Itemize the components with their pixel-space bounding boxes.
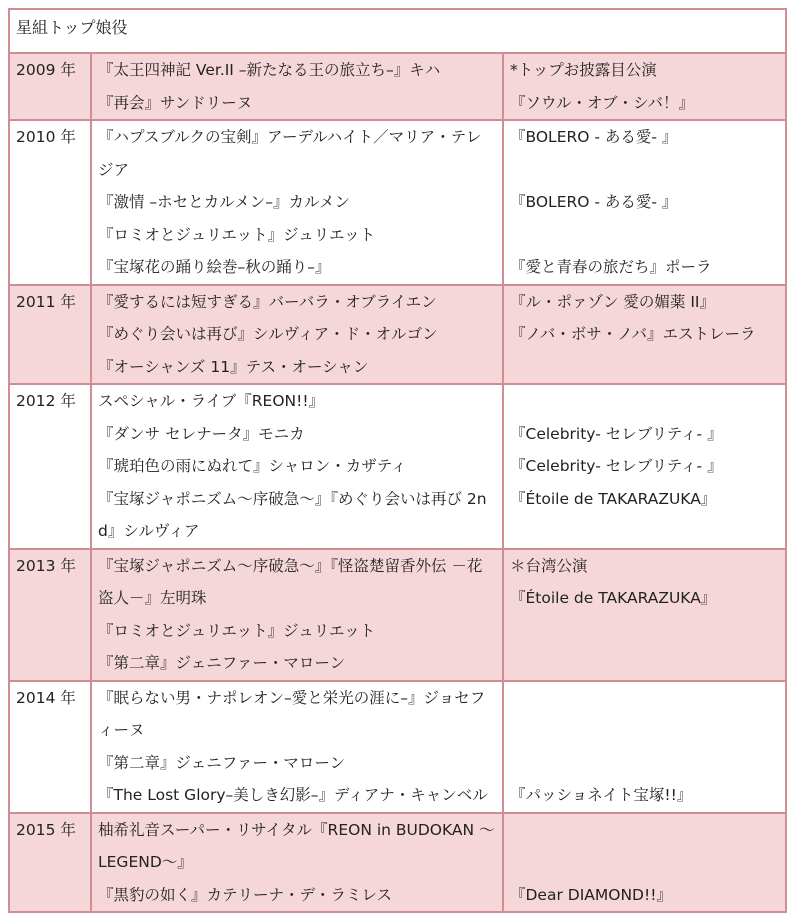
role-entry: 『ダンサ セレナータ』モニカ (98, 424, 305, 443)
note-entry: 『パッショネイト宝塚!!』 (510, 786, 693, 804)
note-entry: 『Dear DIAMOND!!』 (510, 885, 672, 904)
note-entry: ＊台湾公演 (510, 556, 588, 575)
role-entry: 『The Lost Glory–美しき幻影–』ディアナ・キャンベル (98, 786, 488, 804)
role-entry: 『太王四神記 Ver.II –新たなる王の旅立ち–』キハ (98, 61, 441, 79)
year-row (9, 813, 786, 913)
table-title: 星組トップ娘役 (9, 9, 786, 53)
notes-cell (503, 120, 786, 285)
role-entry: 『琥珀色の雨にぬれて』シャロン・カザティ (98, 457, 407, 475)
note-entry (510, 714, 779, 747)
roles-cell (91, 384, 503, 549)
role-entry: スペシャル・ライブ『REON!!』 (98, 392, 325, 410)
roles-cell (91, 120, 503, 285)
note-entry (510, 747, 779, 780)
note-entry: 『Étoile de TAKARAZUKA』 (510, 589, 717, 607)
role-entry: 『ロミオとジュリエット』ジュリエット (98, 621, 376, 640)
year-cell: 2013 年 (9, 549, 91, 681)
year-cell: 2011 年 (9, 285, 91, 385)
notes-cell (503, 813, 786, 913)
role-entry: 『第二章』ジェニファー・マローン (98, 654, 346, 672)
role-entry: 『眠らない男・ナポレオン–愛と栄光の涯に–』ジョセフィーヌ (98, 688, 486, 739)
year-row (9, 384, 786, 549)
role-entry: 『めぐり会いは再び』シルヴィア・ド・オルゴン (98, 325, 438, 343)
note-entry (510, 814, 779, 847)
role-entry: 『第二章』ジェニファー・マローン (98, 753, 346, 772)
notes-cell (503, 53, 786, 120)
year-row (9, 285, 786, 385)
role-entry: 『ロミオとジュリエット』ジュリエット (98, 225, 376, 244)
role-entry: 『ハプスブルクの宝剣』アーデルハイト／マリア・テレジア (98, 128, 482, 179)
note-entry: 『Étoile de TAKARAZUKA』 (510, 489, 717, 508)
role-entry: 『愛するには短すぎる』バーバラ・オブライエン (98, 292, 437, 311)
roles-cell (91, 813, 503, 913)
role-entry: 『宝塚ジャポニズム～序破急～』『怪盗楚留香外伝 －花盗人－』左明珠 (98, 556, 483, 607)
roles-cell (91, 285, 503, 385)
title-row (9, 9, 786, 53)
note-entry: 『愛と青春の旅だち』ポーラ (510, 258, 712, 276)
top-musumeyaku-table (8, 8, 787, 913)
role-entry: 柚希礼音スーパー・リサイタル『REON in BUDOKAN ～LEGEND～』 (98, 820, 495, 871)
notes-cell (503, 285, 786, 385)
notes-cell (503, 384, 786, 549)
notes-cell (503, 681, 786, 813)
role-entry: 『再会』サンドリーヌ (98, 93, 253, 112)
year-row (9, 53, 786, 120)
note-entry (510, 219, 779, 252)
year-row (9, 549, 786, 681)
year-cell: 2012 年 (9, 384, 91, 549)
note-entry: 『Celebrity- セレブリティ- 』 (510, 457, 723, 475)
role-entry: 『宝塚ジャポニズム～序破急～』『めぐり会いは再び 2nd』シルヴィア (98, 489, 487, 540)
note-entry (510, 846, 779, 879)
role-entry: 『宝塚花の踊り絵巻–秋の踊り–』 (98, 258, 331, 276)
note-entry: 『BOLERO - ある愛- 』 (510, 193, 678, 211)
notes-cell (503, 549, 786, 681)
note-entry: *トップお披露目公演 (510, 61, 657, 79)
role-entry: 『激情 –ホセとカルメン–』カルメン (98, 193, 350, 211)
year-cell: 2015 年 (9, 813, 91, 913)
note-entry: 『Celebrity- セレブリティ- 』 (510, 424, 723, 443)
year-cell: 2014 年 (9, 681, 91, 813)
note-entry: 『ノバ・ボサ・ノバ』エストレーラ (510, 325, 756, 343)
year-row (9, 681, 786, 813)
year-cell: 2010 年 (9, 120, 91, 285)
roles-cell (91, 681, 503, 813)
role-entry: 『オーシャンズ 11』テス・オーシャン (98, 357, 369, 376)
note-entry: 『ソウル・オブ・シバ！』 (510, 93, 694, 112)
role-entry: 『黒豹の如く』カテリーナ・デ・ラミレス (98, 885, 393, 904)
year-row (9, 120, 786, 285)
note-entry (510, 154, 779, 187)
note-entry (510, 682, 779, 715)
roles-cell (91, 549, 503, 681)
note-entry: 『BOLERO - ある愛- 』 (510, 128, 678, 146)
roles-cell (91, 53, 503, 120)
year-cell: 2009 年 (9, 53, 91, 120)
note-entry (510, 385, 779, 418)
note-entry: 『ル・ポァゾン 愛の媚薬 II』 (510, 292, 715, 311)
